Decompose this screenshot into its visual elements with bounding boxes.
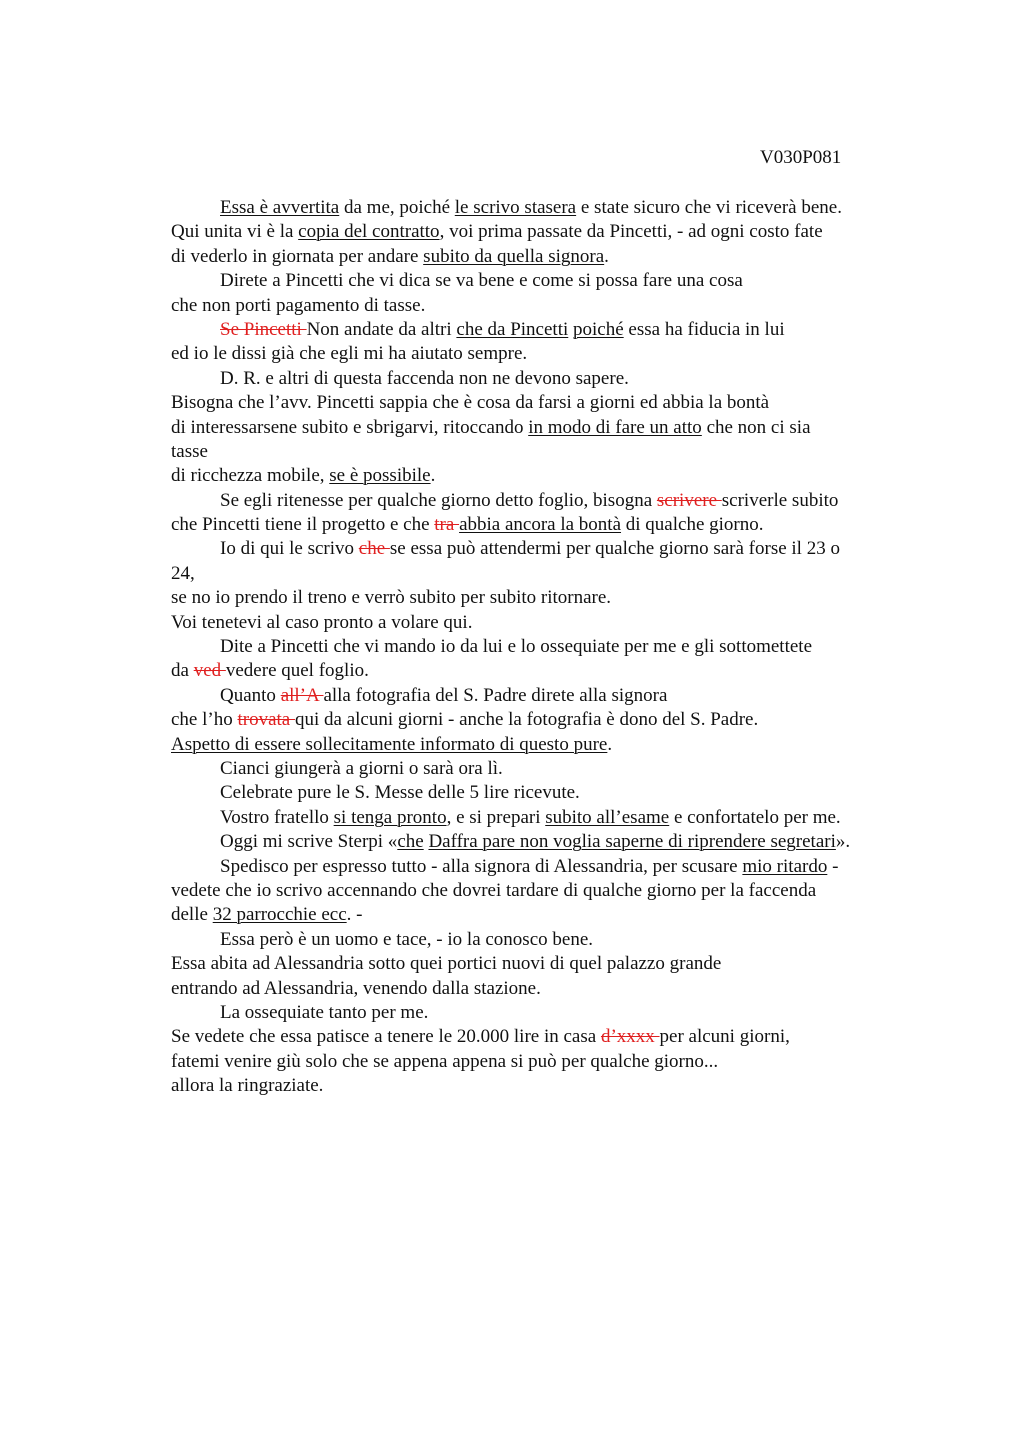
text-line bbox=[171, 294, 911, 318]
text-run: che l’ho bbox=[171, 709, 238, 731]
underlined-text: se è possibile bbox=[329, 465, 431, 487]
text-run: Essa abita ad Alessandria sotto quei portici nuovi di quel palazzo grande bbox=[171, 953, 722, 975]
text-run: 24, bbox=[171, 562, 195, 584]
letter-body bbox=[171, 196, 911, 1098]
text-line bbox=[171, 684, 911, 708]
text-run: Cianci giungerà a giorni o sarà ora lì. bbox=[220, 757, 503, 779]
text-run: - bbox=[827, 855, 839, 877]
text-run: Dite a Pincetti che vi mando io da lui e lo ossequiate per me e gli sottomettete bbox=[220, 636, 813, 658]
text-line bbox=[171, 806, 911, 830]
text-line bbox=[171, 879, 911, 903]
underlined-text: mio ritardo bbox=[742, 855, 828, 877]
text-line bbox=[171, 1074, 911, 1098]
text-run: ed io le dissi già che egli mi ha aiutato sempre. bbox=[171, 343, 528, 365]
text-line bbox=[171, 708, 911, 732]
text-line bbox=[171, 586, 911, 610]
text-run: vedere quel foglio. bbox=[225, 660, 369, 682]
text-line bbox=[171, 269, 911, 293]
text-line bbox=[171, 391, 911, 415]
text-line bbox=[171, 952, 911, 976]
text-line bbox=[171, 513, 911, 537]
text-run: essa ha fiducia in lui bbox=[623, 318, 785, 340]
text-run: Direte a Pincetti che vi dica se va bene e come si possa fare una cosa bbox=[220, 270, 743, 292]
text-run: di vederlo in giornata per andare bbox=[171, 245, 424, 267]
deleted-text: trovata bbox=[237, 709, 295, 731]
text-line bbox=[171, 611, 911, 635]
deleted-text: scrivere bbox=[656, 489, 722, 511]
text-run: ». bbox=[835, 831, 851, 853]
text-run: , e si prepari bbox=[446, 806, 546, 828]
text-run: per alcuni giorni, bbox=[659, 1026, 790, 1048]
text-run: se no io prendo il treno e verrò subito per subito ritornare. bbox=[171, 587, 612, 609]
text-line bbox=[171, 464, 911, 488]
underlined-text: 32 parrocchie ecc bbox=[212, 904, 347, 926]
text-line bbox=[171, 416, 911, 440]
text-run: La ossequiate tanto per me. bbox=[220, 1001, 429, 1023]
text-run: . bbox=[607, 733, 613, 755]
deleted-text: Se Pincetti bbox=[220, 318, 307, 340]
text-line bbox=[171, 855, 911, 879]
text-run: e confortatelo per me. bbox=[669, 806, 841, 828]
text-line bbox=[171, 245, 911, 269]
text-run: alla fotografia del S. Padre direte alla signora bbox=[323, 684, 668, 706]
text-run: di interessarsene subito e sbrigarvi, ritoccando bbox=[171, 416, 529, 438]
underlined-text: che da Pincetti bbox=[456, 318, 569, 340]
text-line bbox=[171, 440, 911, 464]
underlined-text: abbia ancora la bontà bbox=[459, 514, 622, 536]
text-run: di ricchezza mobile, bbox=[171, 465, 330, 487]
text-line bbox=[171, 489, 911, 513]
text-line bbox=[171, 1050, 911, 1074]
text-run: . bbox=[430, 465, 436, 487]
underlined-text: Daffra pare non voglia saperne di riprendere segretari bbox=[428, 831, 836, 853]
underlined-text: Aspetto di essere sollecitamente informato di questo pure bbox=[171, 733, 608, 755]
text-line bbox=[171, 659, 911, 683]
deleted-text: d’xxxx bbox=[600, 1026, 660, 1048]
text-run: Essa però è un uomo e tace, - io la conosco bene. bbox=[220, 928, 594, 950]
underlined-text: subito all’esame bbox=[545, 806, 670, 828]
text-run: Spedisco per espresso tutto - alla signora di Alessandria, per scusare bbox=[220, 855, 743, 877]
underlined-text: le scrivo stasera bbox=[454, 197, 577, 218]
underlined-text: che bbox=[397, 831, 424, 853]
page-id: V030P081 bbox=[760, 147, 842, 168]
text-line bbox=[171, 318, 911, 342]
text-run: . - bbox=[346, 904, 363, 926]
text-run: Bisogna che l’avv. Pincetti sappia che è cosa da farsi a giorni ed abbia la bontà bbox=[171, 392, 770, 414]
text-run: vedete che io scrivo accennando che dovrei tardare di qualche giorno per la faccenda bbox=[171, 879, 817, 901]
text-run: Vostro fratello bbox=[220, 806, 334, 828]
text-run: e state sicuro che vi riceverà bene. bbox=[576, 197, 842, 218]
text-run: allora la ringraziate. bbox=[171, 1075, 324, 1097]
text-run: Celebrate pure le S. Messe delle 5 lire ricevute. bbox=[220, 782, 580, 804]
underlined-text: subito da quella signora bbox=[423, 245, 605, 267]
text-run: Qui unita vi è la bbox=[171, 221, 299, 243]
text-run: Voi tenetevi al caso pronto a volare qui. bbox=[171, 611, 473, 633]
text-line bbox=[171, 562, 911, 586]
deleted-text: tra bbox=[434, 514, 460, 536]
text-run: che non ci sia bbox=[701, 416, 811, 438]
text-run: , voi prima passate da Pincetti, - ad ogni costo fate bbox=[439, 221, 823, 243]
text-run: Quanto bbox=[220, 684, 281, 706]
text-run: . bbox=[604, 245, 609, 267]
text-line bbox=[171, 537, 911, 561]
text-run: scriverle subito bbox=[721, 489, 839, 511]
text-line bbox=[171, 196, 911, 220]
text-run: Non andate da altri bbox=[306, 318, 457, 340]
text-line bbox=[171, 1001, 911, 1025]
text-run: qui da alcuni giorni - anche la fotografia è dono del S. Padre. bbox=[295, 709, 759, 731]
text-run: Se egli ritenesse per qualche giorno detto foglio, bisogna bbox=[220, 489, 657, 511]
text-line bbox=[171, 781, 911, 805]
text-run: se essa può attendermi per qualche giorno sarà forse il 23 o bbox=[389, 538, 840, 560]
text-line bbox=[171, 733, 911, 757]
text-run: Se vedete che essa patisce a tenere le 20.000 lire in casa bbox=[171, 1026, 601, 1048]
text-line bbox=[171, 757, 911, 781]
text-run: Io di qui le scrivo bbox=[220, 538, 359, 560]
deleted-text: che bbox=[358, 538, 390, 560]
deleted-text: all’A bbox=[280, 684, 324, 706]
text-line bbox=[171, 635, 911, 659]
text-run: delle bbox=[171, 904, 213, 926]
text-run: da me, poiché bbox=[339, 197, 455, 218]
text-run: D. R. e altri di questa faccenda non ne devono sapere. bbox=[220, 367, 629, 389]
underlined-text: poiché bbox=[573, 318, 624, 340]
text-run: entrando ad Alessandria, venendo dalla stazione. bbox=[171, 977, 541, 999]
underlined-text: in modo di fare un atto bbox=[528, 416, 702, 438]
text-run: da bbox=[171, 660, 194, 682]
text-line bbox=[171, 903, 911, 927]
text-line bbox=[171, 830, 911, 854]
text-run: che non porti pagamento di tasse. bbox=[171, 294, 426, 316]
text-line bbox=[171, 928, 911, 952]
text-run: Oggi mi scrive Sterpi « bbox=[220, 831, 398, 853]
text-run: tasse bbox=[171, 440, 208, 462]
text-line bbox=[171, 1025, 911, 1049]
text-line bbox=[171, 367, 911, 391]
text-line bbox=[171, 220, 911, 244]
underlined-text: copia del contratto bbox=[298, 221, 440, 243]
underlined-text: si tenga pronto bbox=[333, 806, 447, 828]
text-run: che Pincetti tiene il progetto e che bbox=[171, 514, 435, 536]
underlined-text: Essa è avvertita bbox=[220, 197, 340, 218]
text-line bbox=[171, 342, 911, 366]
text-run: fatemi venire giù solo che se appena appena si può per qualche giorno... bbox=[171, 1050, 719, 1072]
text-line bbox=[171, 977, 911, 1001]
deleted-text: ved bbox=[193, 660, 226, 682]
text-run: di qualche giorno. bbox=[621, 514, 764, 536]
